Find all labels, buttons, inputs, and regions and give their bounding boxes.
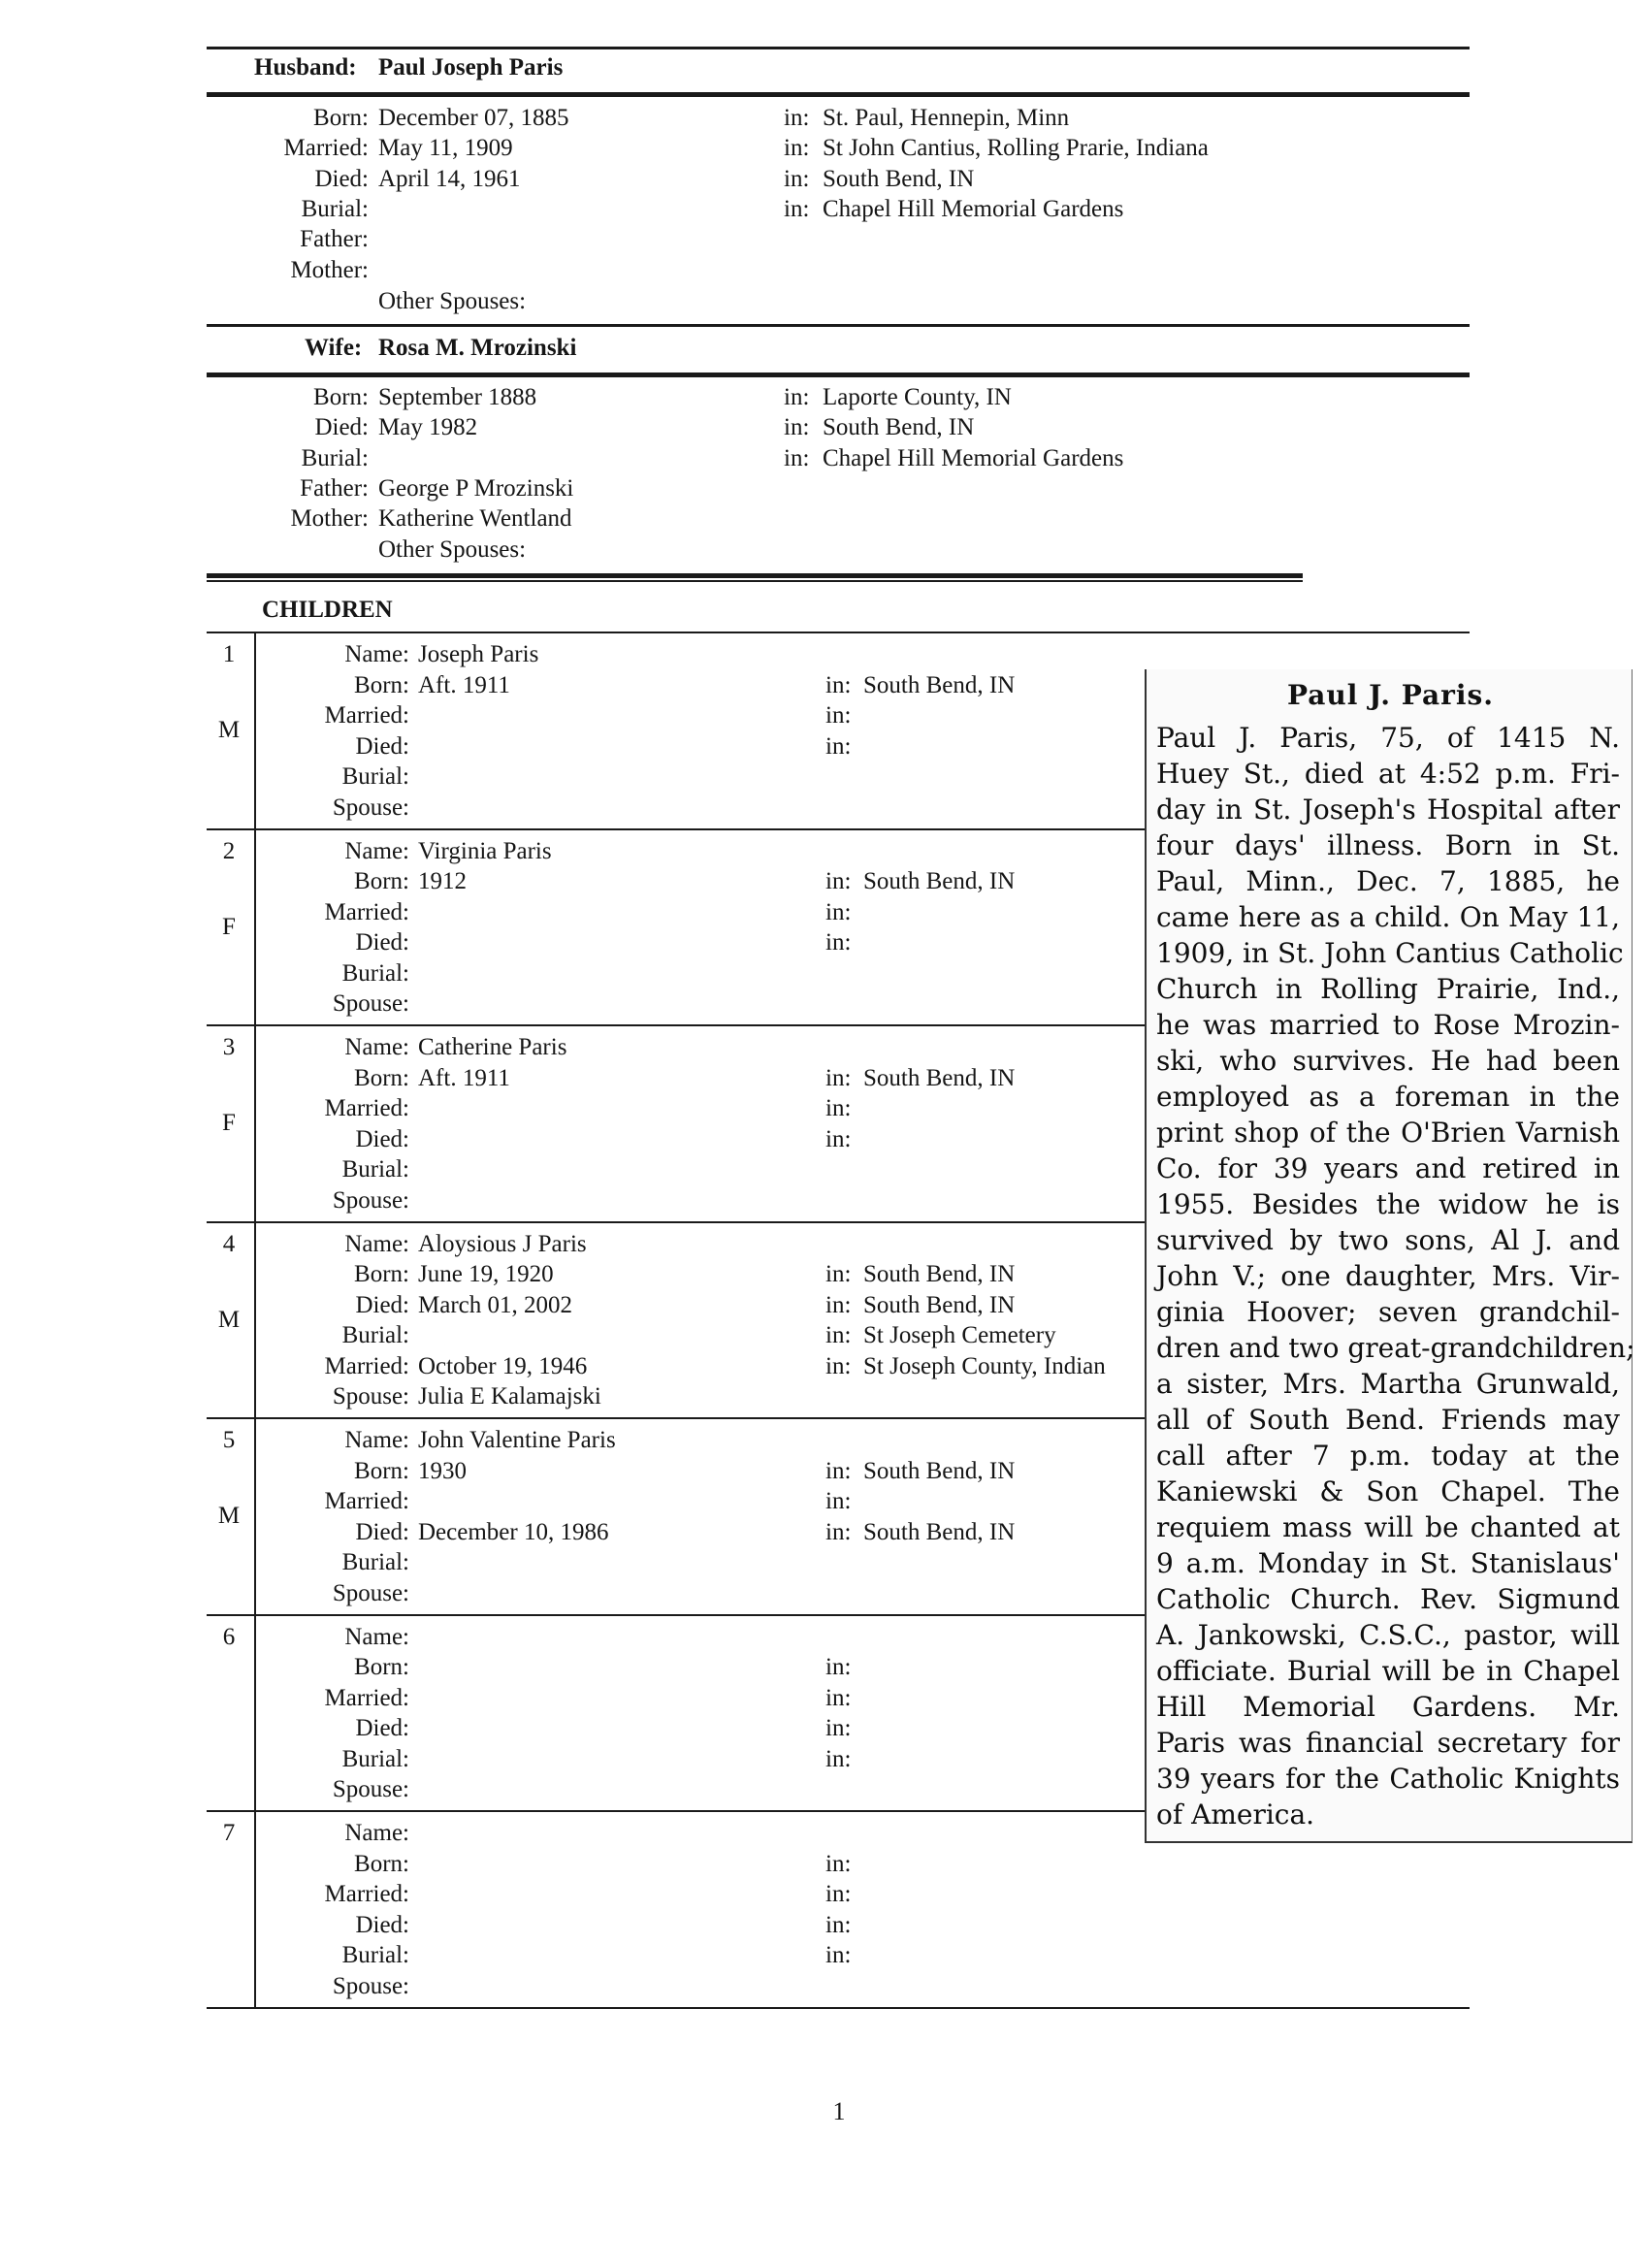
child-separator: [207, 1221, 1145, 1223]
child-number: 7: [222, 1820, 236, 1846]
husband-heading-label: Husband:: [254, 54, 357, 81]
husband-burial-label: Burial:: [301, 195, 369, 222]
child-in-label: in:: [825, 732, 852, 760]
top-rule: [207, 47, 1470, 49]
husband-in-label: in:: [784, 105, 810, 131]
child-number: 2: [222, 837, 236, 864]
child-in-label: in:: [825, 1850, 852, 1877]
child-spouse-label: Spouse:: [332, 1579, 409, 1606]
child-name-value: Virginia Paris: [418, 837, 552, 864]
child-separator: [207, 2007, 1470, 2009]
obituary-line: dren and two great-grandchildren;: [1156, 1332, 1635, 1364]
wife-father-value: George P Mrozinski: [378, 474, 574, 502]
wife-heading-label: Wife:: [305, 335, 363, 361]
child-name-label: Name:: [344, 1230, 409, 1257]
obituary-title: Paul J. Paris.: [1286, 679, 1495, 711]
child-separator: [207, 1417, 1145, 1419]
obituary-line: John V.; one daughter, Mrs. Vir-: [1156, 1260, 1620, 1292]
obituary-line: ski, who survives. He had been: [1156, 1045, 1620, 1077]
child-spouse-label: Spouse:: [332, 794, 409, 821]
husband-born-value: December 07, 1885: [378, 105, 569, 131]
husband-married-label: Married:: [283, 135, 369, 162]
child-name-label: Name:: [344, 1623, 409, 1650]
child-place: South Bend, IN: [863, 1457, 1016, 1484]
wife-in-label: in:: [784, 384, 810, 410]
child-sex: M: [217, 717, 241, 743]
obituary-line: 1909, in St. John Cantius Catholic: [1156, 937, 1624, 969]
child-number: 1: [222, 641, 236, 667]
child-died-label: Died:: [355, 1911, 409, 1938]
obituary-line: Church in Rolling Prairie, Ind.,: [1156, 973, 1620, 1005]
child-name-value: Catherine Paris: [418, 1034, 567, 1060]
child-in-label: in:: [825, 1457, 852, 1484]
child-name-label: Name:: [344, 1427, 409, 1453]
child-spouse-label: Spouse:: [332, 1972, 409, 1999]
child-born-value: 1912: [418, 868, 467, 894]
husband-place: South Bend, IN: [823, 165, 975, 192]
child-in-label: in:: [825, 1881, 852, 1907]
child-born-value: Aft. 1911: [418, 671, 510, 698]
child-name-label: Name:: [344, 1820, 409, 1846]
child-born-label: Born:: [354, 1654, 409, 1680]
child-in-label: in:: [825, 1352, 852, 1379]
child-died-label: Died:: [355, 1125, 409, 1152]
wife-died-value: May 1982: [378, 414, 478, 441]
child-burial-label: Burial:: [341, 763, 409, 790]
child-number: 6: [222, 1623, 236, 1650]
child-married-label: Married:: [324, 1095, 409, 1121]
husband-other-spouses: Other Spouses:: [378, 288, 527, 314]
child-married-label: Married:: [324, 1684, 409, 1711]
child-sex: M: [217, 1503, 241, 1529]
wife-burial-label: Burial:: [301, 444, 369, 471]
child-sex: F: [222, 913, 236, 940]
child-in-label: in:: [825, 1291, 852, 1318]
child-place: South Bend, IN: [863, 1518, 1016, 1545]
child-born-label: Born:: [354, 1064, 409, 1091]
obituary-line: 39 years for the Catholic Knights: [1156, 1763, 1620, 1795]
child-married-value: October 19, 1946: [418, 1352, 588, 1379]
child-name-value: John Valentine Paris: [418, 1427, 616, 1453]
child-died-label: Died:: [355, 732, 409, 760]
husband-rule: [207, 92, 1470, 97]
obituary-line: Kaniewski & Son Chapel. The: [1156, 1475, 1620, 1507]
obituary-line: call after 7 p.m. today at the: [1156, 1440, 1620, 1472]
wife-father-label: Father:: [300, 474, 369, 502]
wife-rule: [207, 373, 1470, 377]
obituary-line: employed as a foreman in the: [1156, 1081, 1620, 1113]
obituary-clipping: [1145, 669, 1633, 1843]
obituary-line: officiate. Burial will be in Chapel: [1156, 1655, 1620, 1687]
child-burial-label: Burial:: [341, 1745, 409, 1772]
page-number: 1: [832, 2097, 846, 2125]
child-in-label: in:: [825, 1488, 852, 1514]
child-place: South Bend, IN: [863, 1064, 1016, 1091]
child-separator: [207, 1024, 1145, 1026]
child-place: South Bend, IN: [863, 868, 1016, 894]
child-burial-label: Burial:: [341, 1156, 409, 1183]
child-spouse-label: Spouse:: [332, 1186, 409, 1214]
child-spouse-label: Spouse:: [332, 1383, 409, 1409]
wife-mother-label: Mother:: [290, 505, 369, 533]
child-married-label: Married:: [324, 1881, 409, 1907]
child-died-value: March 01, 2002: [418, 1291, 572, 1318]
child-in-label: in:: [825, 929, 852, 956]
child-burial-label: Burial:: [341, 1942, 409, 1968]
wife-in-label: in:: [784, 414, 810, 441]
child-in-label: in:: [825, 868, 852, 894]
obituary-line: came here as a child. On May 11,: [1156, 901, 1620, 933]
obituary-line: Co. for 39 years and retired in: [1156, 1152, 1620, 1184]
obituary-line: Catholic Church. Rev. Sigmund: [1156, 1583, 1620, 1615]
child-in-label: in:: [825, 1942, 852, 1968]
child-name-value: Aloysious J Paris: [418, 1230, 587, 1257]
husband-place: St. Paul, Hennepin, Minn: [823, 105, 1070, 131]
child-in-label: in:: [825, 1322, 852, 1348]
children-top-rule: [207, 573, 1303, 578]
wife-born-value: September 1888: [378, 384, 537, 410]
child-in-label: in:: [825, 1064, 852, 1091]
husband-place: Chapel Hill Memorial Gardens: [823, 195, 1124, 222]
obituary-line: Huey St., died at 4:52 p.m. Fri-: [1156, 758, 1620, 790]
child-in-label: in:: [825, 1715, 852, 1741]
child-place: South Bend, IN: [863, 1291, 1016, 1318]
obituary-body: [1156, 720, 1635, 1832]
child-spouse-label: Spouse:: [332, 1776, 409, 1802]
child-place: South Bend, IN: [863, 1261, 1016, 1287]
obituary-line: day in St. Joseph's Hospital after: [1156, 794, 1620, 826]
child-burial-label: Burial:: [341, 1549, 409, 1575]
child-married-label: Married:: [324, 1488, 409, 1514]
wife-mother-value: Katherine Wentland: [378, 505, 572, 533]
obituary-line: 1955. Besides the widow he is: [1156, 1188, 1620, 1220]
child-in-label: in:: [825, 1125, 852, 1152]
child-in-label: in:: [825, 1261, 852, 1287]
child-in-label: in:: [825, 1095, 852, 1121]
child-died-label: Died:: [355, 929, 409, 956]
wife-place: Chapel Hill Memorial Gardens: [823, 444, 1124, 471]
child-born-value: Aft. 1911: [418, 1064, 510, 1091]
child-died-value: December 10, 1986: [418, 1518, 609, 1545]
obituary-line: four days' illness. Born in St.: [1156, 829, 1620, 861]
husband-mother-label: Mother:: [290, 256, 369, 283]
child-in-label: in:: [825, 702, 852, 729]
husband-died-label: Died:: [314, 165, 369, 192]
child-name-label: Name:: [344, 837, 409, 864]
child-spouse-label: Spouse:: [332, 990, 409, 1017]
child-sex: M: [217, 1306, 241, 1333]
child-in-label: in:: [825, 1518, 852, 1545]
child-born-value: June 19, 1920: [418, 1261, 554, 1287]
obituary-line: a sister, Mrs. Martha Grunwald,: [1156, 1368, 1620, 1400]
obituary-line: print shop of the O'Brien Varnish: [1156, 1117, 1620, 1149]
husband-born-label: Born:: [313, 105, 369, 131]
child-place: St Joseph County, Indian: [863, 1352, 1106, 1379]
wife-born-label: Born:: [313, 384, 369, 410]
child-in-label: in:: [825, 898, 852, 925]
husband-in-label: in:: [784, 195, 810, 222]
child-place: St Joseph Cemetery: [863, 1322, 1056, 1348]
wife-died-label: Died:: [314, 414, 369, 441]
obituary-line: Paul, Minn., Dec. 7, 1885, he: [1156, 865, 1620, 897]
wife-name: Rosa M. Mrozinski: [378, 335, 577, 361]
child-burial-label: Burial:: [341, 1322, 409, 1348]
child-name-label: Name:: [344, 641, 409, 667]
husband-in-label: in:: [784, 135, 810, 162]
husband-married-value: May 11, 1909: [378, 135, 513, 162]
obituary-line: Paul J. Paris, 75, of 1415 N.: [1156, 722, 1620, 754]
children-top-rule-2: [207, 580, 1303, 582]
child-sex: F: [222, 1110, 236, 1136]
child-in-label: in:: [825, 1911, 852, 1938]
child-burial-label: Burial:: [341, 959, 409, 987]
husband-died-value: April 14, 1961: [378, 165, 521, 192]
husband-father-label: Father:: [300, 226, 369, 253]
husband-name: Paul Joseph Paris: [378, 54, 564, 81]
obituary-line: Paris was financial secretary for: [1156, 1727, 1620, 1759]
child-married-label: Married:: [324, 702, 409, 729]
child-married-label: Married:: [324, 1352, 409, 1379]
child-number: 3: [222, 1034, 236, 1060]
children-heading: CHILDREN: [262, 597, 393, 623]
child-spouse-value: Julia E Kalamajski: [418, 1383, 601, 1409]
child-died-label: Died:: [355, 1715, 409, 1741]
child-name-label: Name:: [344, 1034, 409, 1060]
obituary-line: survived by two sons, Al J. and: [1156, 1224, 1620, 1256]
husband-in-label: in:: [784, 165, 810, 192]
wife-place: Laporte County, IN: [823, 384, 1012, 410]
child-number: 5: [222, 1427, 236, 1453]
obituary-line: he was married to Rose Mrozin-: [1156, 1009, 1620, 1041]
obituary-line: of America.: [1156, 1798, 1315, 1831]
obituary-line: Hill Memorial Gardens. Mr.: [1156, 1691, 1620, 1723]
child-place: South Bend, IN: [863, 671, 1016, 698]
child-name-value: Joseph Paris: [418, 641, 539, 667]
wife-other-spouses: Other Spouses:: [378, 536, 527, 563]
child-number: 4: [222, 1230, 236, 1257]
obituary-line: 9 a.m. Monday in St. Stanislaus': [1156, 1547, 1620, 1579]
wife-in-label: in:: [784, 444, 810, 471]
child-died-label: Died:: [355, 1518, 409, 1545]
wife-top-rule: [207, 324, 1470, 327]
children-heading-rule: [207, 632, 1470, 633]
obituary-line: all of South Bend. Friends may: [1156, 1404, 1620, 1436]
husband-place: St John Cantius, Rolling Prarie, Indiana: [823, 135, 1209, 162]
child-born-value: 1930: [418, 1457, 467, 1484]
wife-place: South Bend, IN: [823, 414, 975, 441]
child-died-label: Died:: [355, 1291, 409, 1318]
child-in-label: in:: [825, 1654, 852, 1680]
child-born-label: Born:: [354, 1261, 409, 1287]
child-born-label: Born:: [354, 868, 409, 894]
child-separator: [207, 828, 1145, 830]
child-in-label: in:: [825, 1684, 852, 1711]
child-born-label: Born:: [354, 1457, 409, 1484]
child-in-label: in:: [825, 671, 852, 698]
child-separator: [207, 1614, 1145, 1616]
obituary-line: A. Jankowski, C.S.C., pastor, will: [1156, 1619, 1620, 1651]
obituary-line: ginia Hoover; seven grandchil-: [1156, 1296, 1620, 1328]
child-in-label: in:: [825, 1745, 852, 1772]
obituary-line: requiem mass will be chanted at: [1156, 1511, 1620, 1543]
child-born-label: Born:: [354, 1850, 409, 1877]
child-born-label: Born:: [354, 671, 409, 698]
child-separator: [207, 1810, 1145, 1812]
child-married-label: Married:: [324, 898, 409, 925]
